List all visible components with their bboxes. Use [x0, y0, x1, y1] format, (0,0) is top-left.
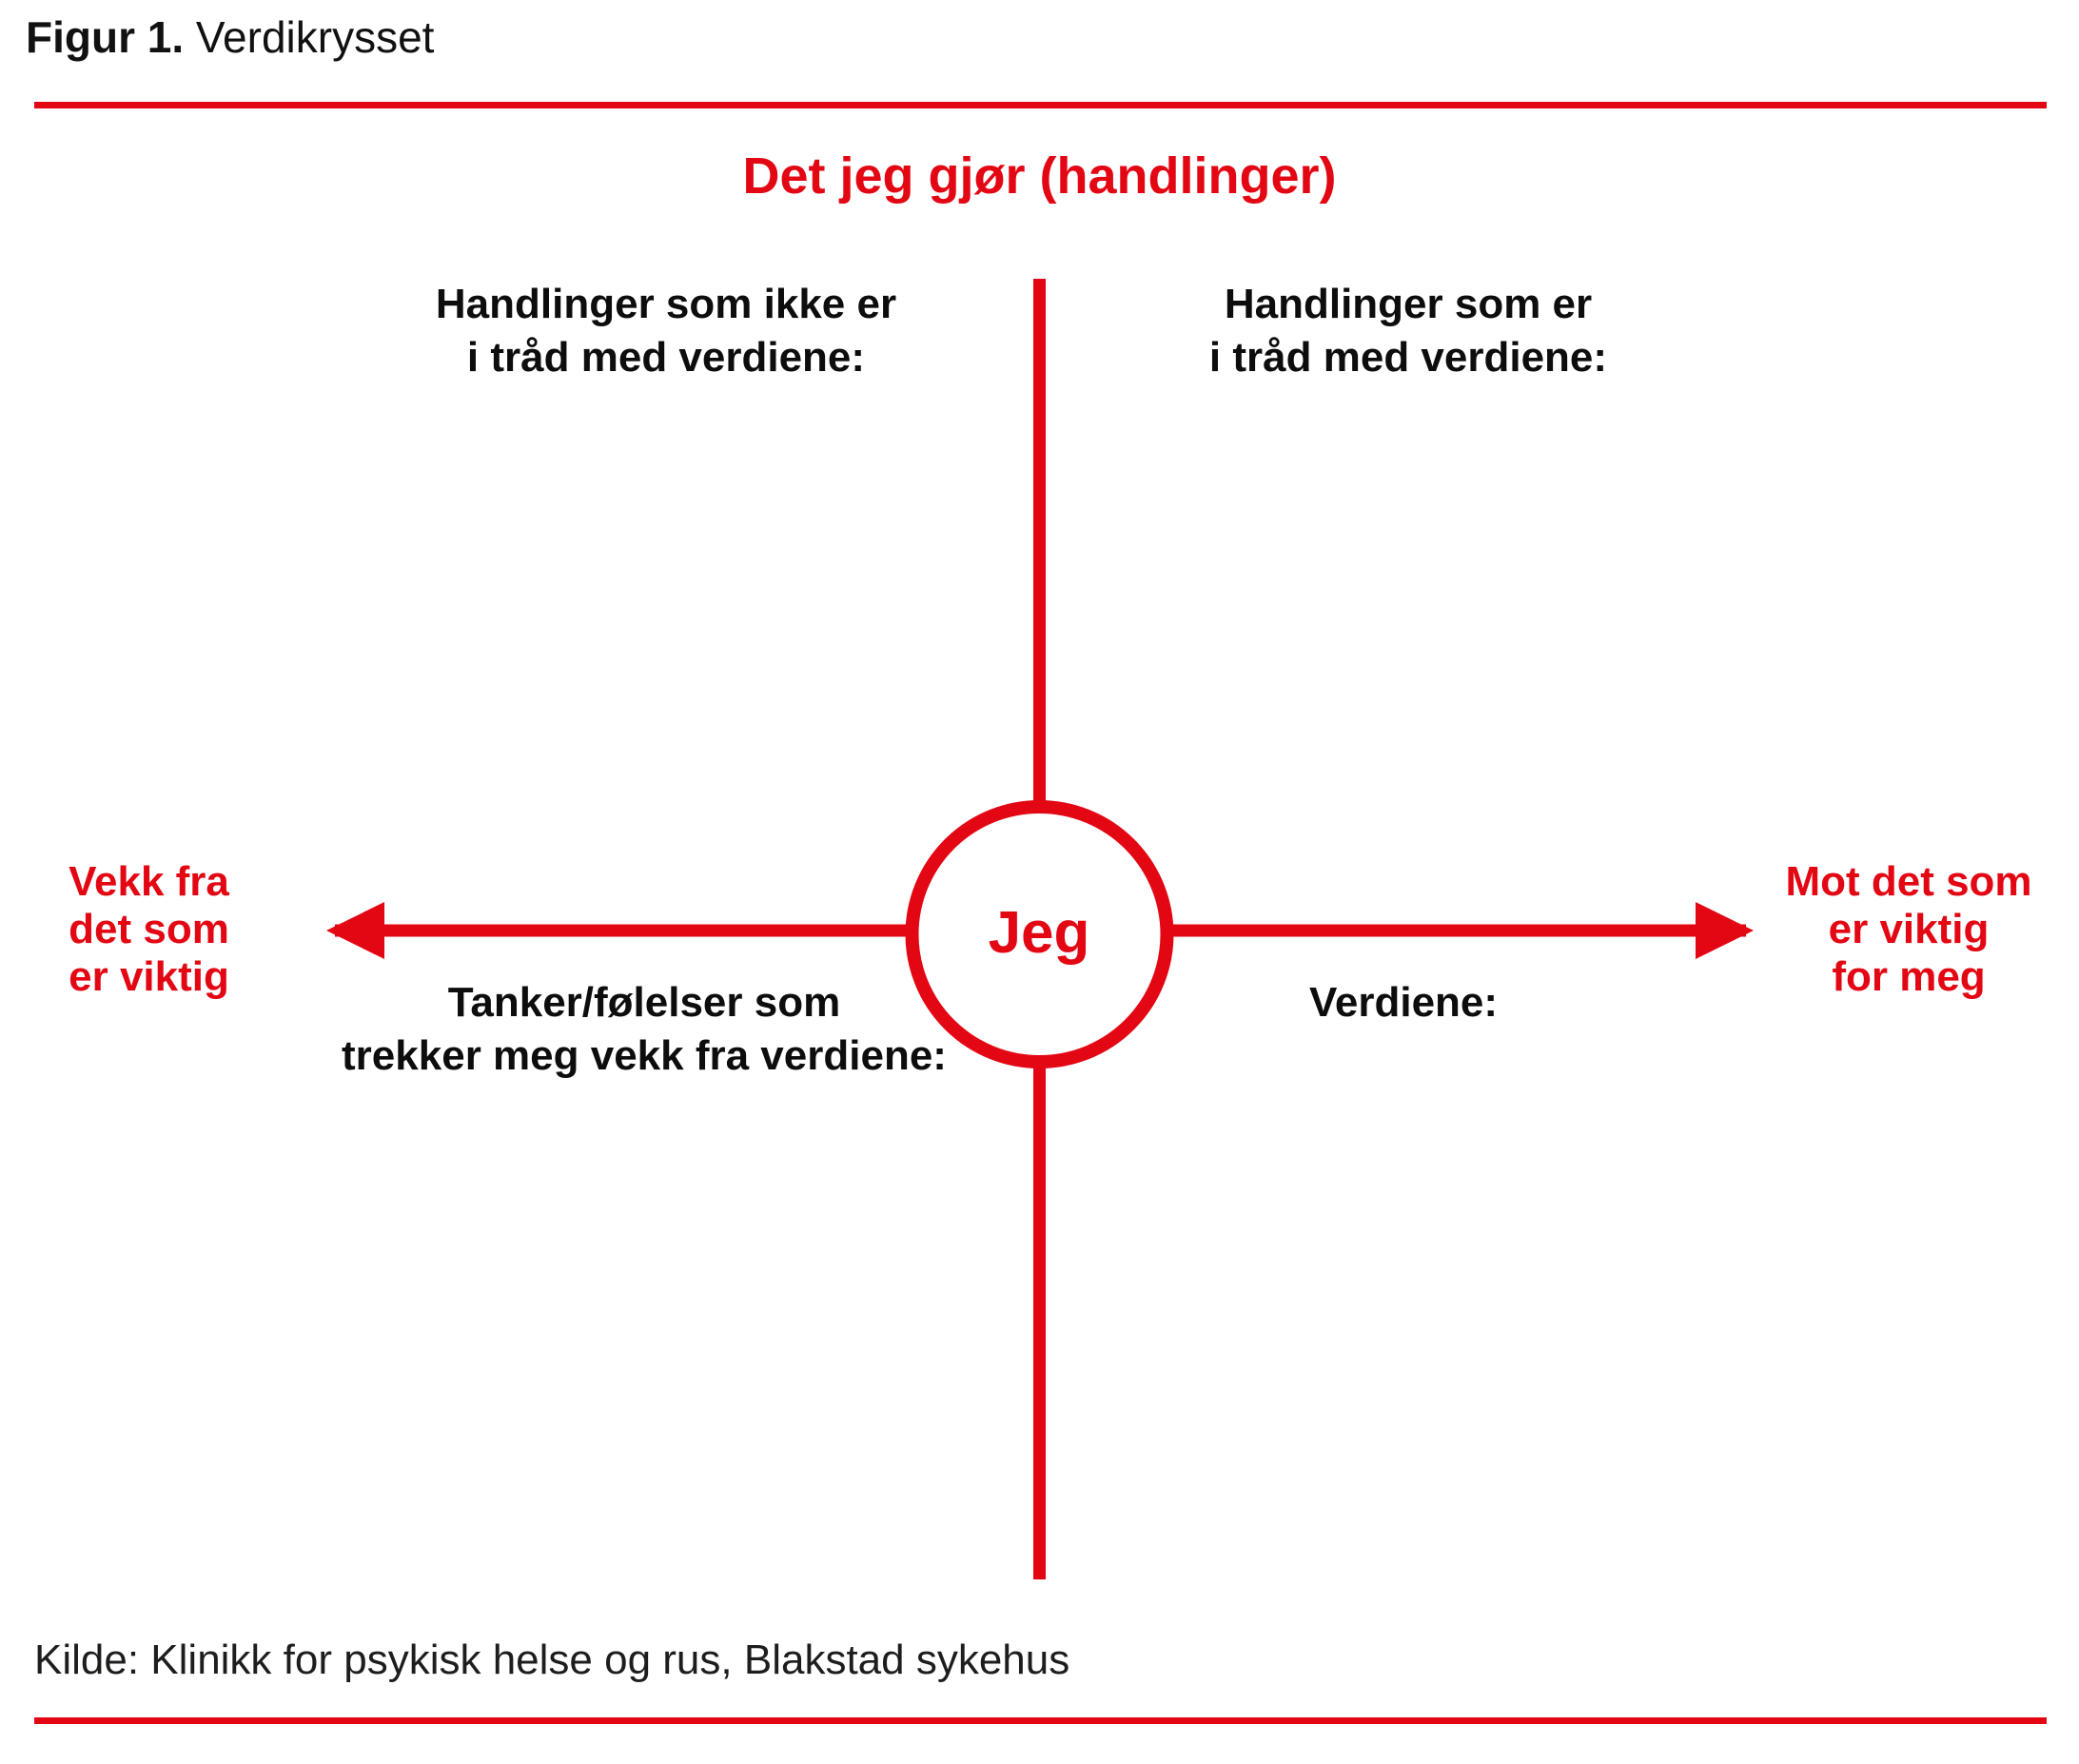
axis-label-right-line1: Mot det som [1785, 858, 2032, 905]
axis-label-left-line3: er viktig [69, 953, 229, 1000]
axis-label-left-line1: Vekk fra [69, 858, 229, 905]
quadrant-label-top-right-line2: i tråd med verdiene: [1208, 334, 1608, 381]
center-circle-label: Jeg [988, 900, 1090, 966]
axis-label-right [1785, 858, 2032, 1001]
quadrant-label-top-left-line2: i tråd med verdiene: [466, 334, 866, 381]
axis-label-right-line3: for meg [1832, 953, 1986, 1000]
quadrant-label-bottom-right-line1: Verdiene: [1308, 979, 1499, 1026]
quadrant-label-bottom-left [311, 976, 977, 1083]
right-arrowhead-icon [1696, 902, 1754, 959]
figure-number: Figur 1. [26, 12, 185, 62]
source-credit: Kilde: Klinikk for psykisk helse og rus, Blakstad sykehus [34, 1637, 1070, 1683]
axis-label-left [42, 858, 256, 1001]
quadrant-label-bottom-right [1070, 976, 1736, 1029]
quadrant-label-top-right [1075, 278, 1741, 384]
quadrant-label-top-left-line1: Handlinger som ikke er [435, 281, 897, 327]
figure-title: Verdikrysset [195, 12, 435, 62]
axis-label-right-line2: er viktig [1828, 906, 1990, 952]
quadrant-label-bottom-left-line1: Tanker/følelser som [447, 979, 841, 1026]
quadrant-label-top-left [333, 278, 999, 384]
axis-label-left-line2: det som [69, 906, 229, 952]
left-arrowhead-icon [326, 902, 384, 959]
quadrant-label-bottom-left-line2: trekker meg vekk fra verdiene: [342, 1032, 947, 1079]
bottom-divider [34, 1717, 2047, 1724]
vertical-axis-title: Det jeg gjør (handlinger) [742, 147, 1337, 205]
quadrant-label-top-right-line1: Handlinger som er [1224, 281, 1593, 327]
